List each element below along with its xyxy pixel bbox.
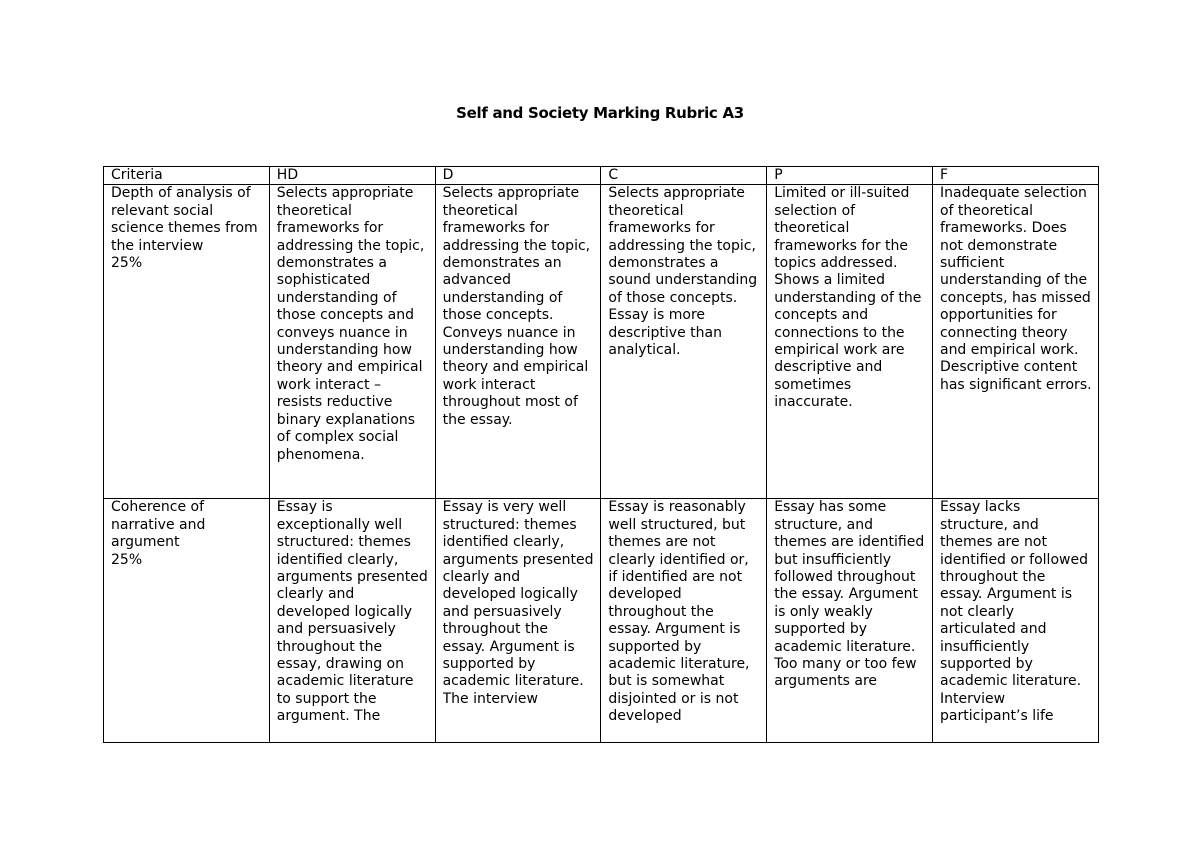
cell-text: Essay is very well structured: themes identified clearly, arguments presented clearly and developed logically and persuasively throughout the essay. Argument is supported by academic literature. The interview — [442, 499, 594, 707]
cell-text: Selects appropriate theoretical frameworks for addressing the topic, demonstrates a sound understanding of those concepts. Essay is more descriptive than analytical. — [608, 185, 758, 359]
cell-text: Essay is exceptionally well structured: themes identified clearly, arguments presented clearly and developed logically and persuasively throughout the essay, drawing on academic literature to support the argument. The — [276, 499, 428, 725]
criterion-name: Coherence of narrative and argument — [111, 499, 206, 551]
rubric-table — [103, 166, 1099, 743]
criterion-cell — [104, 499, 270, 743]
grade-cell-d — [435, 499, 601, 743]
grade-cell-hd — [269, 499, 435, 743]
header-row — [104, 167, 1099, 185]
header-hd: HD — [269, 167, 435, 185]
header-d: D — [435, 167, 601, 185]
table-row — [104, 499, 1099, 743]
criterion-name: Depth of analysis of relevant social science themes from the interview — [111, 185, 258, 254]
cell-text: Essay has some structure, and themes are identified but insufficiently followed throughout the essay. Argument is only weakly supported by academic literature. Too many or too few arguments are — [774, 499, 925, 690]
cell-text: Selects appropriate theoretical frameworks for addressing the topic, demonstrates a sophisticated understanding of those concepts and conveys nuance in understanding how theory and empirical work interact – resists reductive binary explanations of complex social phenomena. — [276, 185, 425, 463]
grade-cell-hd — [269, 185, 435, 499]
header-c: C — [601, 167, 767, 185]
grade-cell-f — [932, 499, 1098, 743]
grade-cell-p — [767, 499, 933, 743]
rubric-header — [104, 167, 1099, 185]
grade-cell-p — [767, 185, 933, 499]
criterion-weight: 25% — [111, 255, 143, 272]
table-row — [104, 185, 1099, 499]
grade-cell-d — [435, 185, 601, 499]
grade-cell-c — [601, 499, 767, 743]
header-f: F — [932, 167, 1098, 185]
cell-text: Selects appropriate theoretical frameworks for addressing the topic, demonstrates an advanced understanding of those concepts. Conveys nuance in understanding how theory and empirical work interact throughout most of the essay. — [442, 185, 591, 428]
header-p: P — [767, 167, 933, 185]
grade-cell-f — [932, 185, 1098, 499]
cell-text: Essay is reasonably well structured, but themes are not clearly identified or, if identified are not developed throughout the essay. Argument is supported by academic literature, but is somewhat disjointed or is not developed — [608, 499, 750, 725]
cell-text: Essay lacks structure, and themes are not identified or followed throughout the essay. Argument is not clearly articulated and insufficiently supported by academic literature. Interview participant’s life — [939, 499, 1088, 725]
cell-text: Inadequate selection of theoretical frameworks. Does not demonstrate sufficient understanding of the concepts, has missed opportunities for connecting theory and empirical work. Descriptive content has significant errors. — [939, 185, 1092, 393]
grade-cell-c — [601, 185, 767, 499]
criterion-cell — [104, 185, 270, 499]
page-title: Self and Society Marking Rubric A3 — [456, 104, 744, 122]
criterion-weight: 25% — [111, 551, 143, 568]
header-criteria: Criteria — [104, 167, 270, 185]
cell-text: Limited or ill-suited selection of theoretical frameworks for the topics addressed. Shows a limited understanding of the concepts and connections to the empirical work are descriptive and sometimes inaccurate. — [774, 185, 922, 411]
